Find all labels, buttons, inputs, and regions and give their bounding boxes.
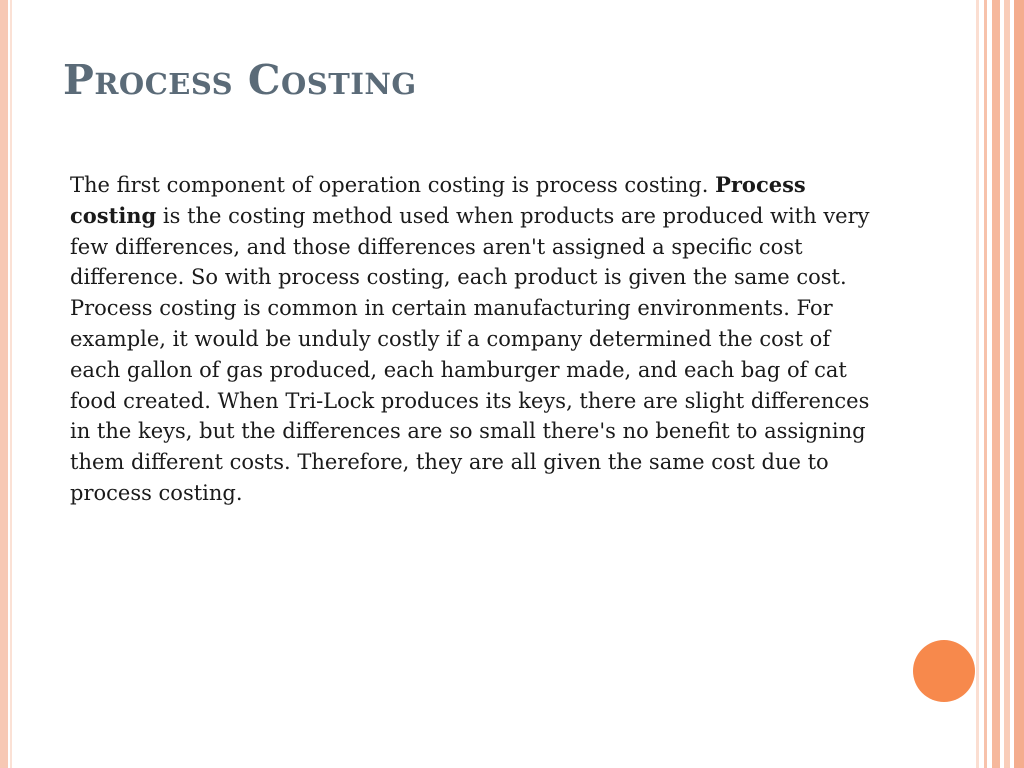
paragraph-1-text: The first component of operation costing is process costing. bbox=[70, 173, 716, 197]
right-stripe bbox=[984, 0, 987, 768]
orange-circle-decoration bbox=[913, 640, 975, 702]
paragraph-1-text-continued: is the costing method used when products are produced with very few differences, and those differences aren't assigned a specific cost difference. So with process costing, each product is given the same cost. bbox=[70, 203, 870, 290]
right-stripe bbox=[1004, 0, 1010, 768]
paragraph-1-bold-term: Process costing bbox=[70, 172, 806, 228]
paragraph-2-text: Process costing is common in certain manufacturing environments. For example, it would be unduly costly if a company determined the cost of each gallon of gas produced, each hamburger made, and each bag of cat food created. When Tri-Lock produces its keys, there are slight differences in the keys, but the differences are so small there's no benefit to assigning them different costs. Therefore, they are all given the same cost due to process costing. bbox=[70, 296, 870, 505]
slide-body bbox=[70, 170, 870, 509]
right-stripe bbox=[1014, 0, 1024, 768]
left-border-stripe bbox=[0, 0, 8, 768]
right-decorative-stripes bbox=[976, 0, 1024, 768]
slide-title: Process Costing bbox=[63, 56, 417, 104]
right-stripe bbox=[992, 0, 1000, 768]
left-border-line bbox=[10, 0, 12, 768]
right-stripe bbox=[976, 0, 979, 768]
